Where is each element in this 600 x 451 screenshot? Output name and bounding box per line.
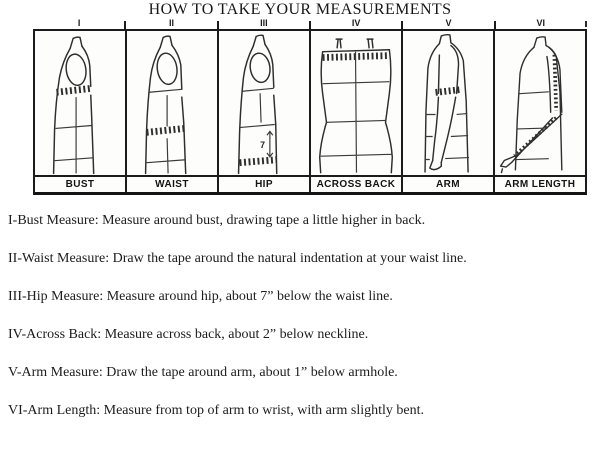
bust-panel — [35, 31, 125, 175]
panel-numeral-2: II — [125, 18, 217, 29]
panel-numeral-4: IV — [310, 18, 402, 29]
instruction-across-back: IV-Across Back: Measure across back, about 2” below neckline. — [8, 327, 369, 342]
figure-panels-row — [33, 29, 587, 175]
instruction-bust: I-Bust Measure: Measure around bust, drawing tape a little higher in back. — [8, 213, 426, 228]
panel-numeral-1: I — [33, 18, 125, 29]
instruction-waist: II-Waist Measure: Draw the tape around the natural indentation at your waist line. — [8, 251, 467, 266]
hip-figure-illustration — [219, 31, 309, 175]
across-back-panel — [309, 31, 401, 175]
panel-label-hip: HIP — [217, 177, 309, 192]
panel-numeral-3: III — [218, 18, 310, 29]
bust-figure-illustration — [35, 31, 125, 175]
arm-length-figure-illustration — [495, 31, 585, 175]
measurement-diagram-strip — [33, 13, 587, 195]
across-back-figure-illustration — [311, 31, 401, 175]
arm-figure-illustration — [403, 31, 493, 175]
arm-panel — [401, 31, 493, 175]
waist-figure-illustration — [127, 31, 217, 175]
hip-offset-annotation: 7 — [260, 140, 265, 150]
panel-label-bust: BUST — [65, 179, 95, 190]
panel-numeral-5: V — [402, 18, 494, 29]
instruction-hip: III-Hip Measure: Measure around hip, about 7” below the waist line. — [8, 289, 393, 304]
panel-label-arm-length: ARM LENGTH — [493, 177, 585, 192]
instruction-list — [8, 213, 596, 441]
page-title: HOW TO TAKE YOUR MEASUREMENTS — [148, 1, 452, 18]
panel-labels-row — [33, 175, 587, 195]
panel-numerals-row — [33, 13, 587, 29]
panel-label-arm: ARM — [401, 177, 493, 192]
arm-length-panel — [493, 31, 585, 175]
instruction-arm-length: VI-Arm Length: Measure from top of arm to wrist, with arm slightly bent. — [8, 403, 425, 418]
instruction-arm: V-Arm Measure: Draw the tape around arm, about 1” below armhole. — [8, 365, 398, 380]
hip-panel — [217, 31, 309, 175]
panel-numeral-6: VI — [495, 18, 587, 29]
panel-label-across-back: ACROSS BACK — [309, 177, 401, 192]
waist-panel — [125, 31, 217, 175]
panel-label-waist: WAIST — [125, 177, 217, 192]
